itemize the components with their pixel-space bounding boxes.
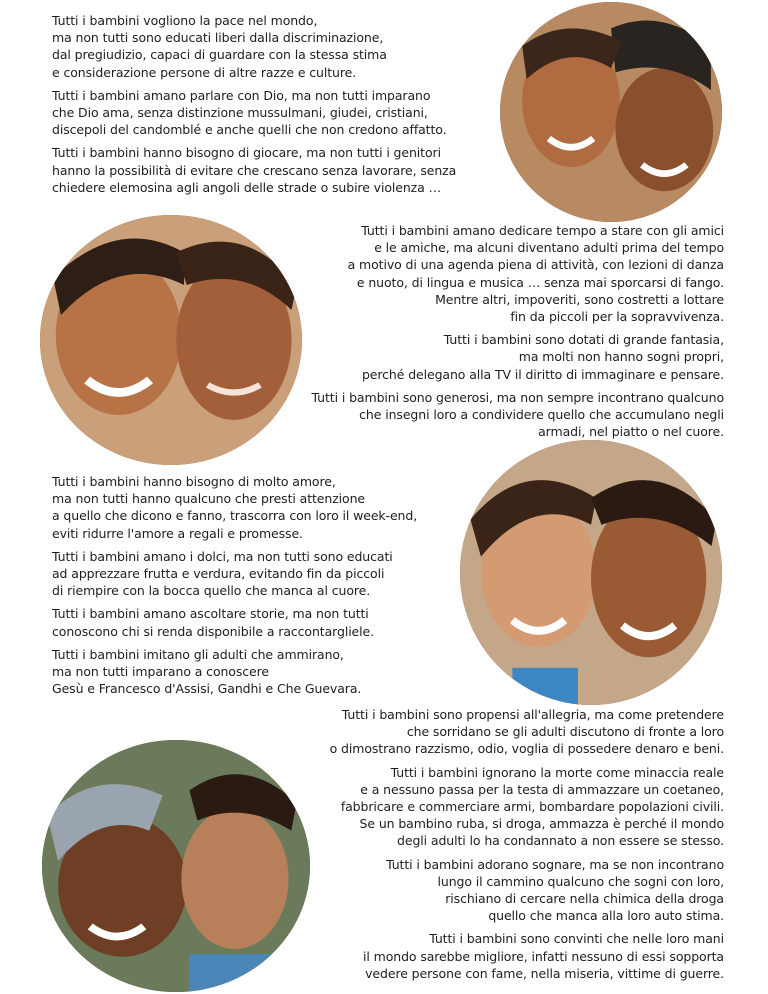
children-photo-3 xyxy=(460,440,722,705)
children-photo-2 xyxy=(40,215,302,465)
paragraph: Tutti i bambini amano i dolci, ma non tutti sono educati ad apprezzare frutta e verdura, evitando fin da piccoli di riempire con la bocca quello che manca al cuore. xyxy=(52,548,393,599)
paragraph: Tutti i bambini amano parlare con Dio, ma non tutti imparano che Dio ama, senza distinzione mussulmani, giudei, cristiani, discepoli del candomblé e anche quelli che non credono affatto. xyxy=(52,87,447,138)
children-photo-1 xyxy=(500,2,722,222)
paragraph: Tutti i bambini vogliono la pace nel mondo, ma non tutti sono educati liberi dalla discriminazione, dal pregiudizio, capaci di guardare con la stessa stima e considerazione persone di altre razze e culture. xyxy=(52,13,387,80)
paragraph: Tutti i bambini sono propensi all'allegria, ma come pretendere che sorridano se gli adulti discutono di fronte a loro o dimostrano razzismo, odio, voglia di possedere denaro e beni. xyxy=(329,707,724,757)
paragraph: Tutti i bambini sono generosi, ma non sempre incontrano qualcuno che insegni loro a condividere quello che accumulano negli armadi, nel piatto o nel cuore. xyxy=(311,389,724,440)
text-section-1 xyxy=(52,12,492,202)
paragraph: Tutti i bambini adorano sognare, ma se non incontrano lungo il cammino qualcuno che sogni con loro, rischiano di cercare nella chimica della droga quello che manca alla loro auto stima. xyxy=(386,856,724,924)
paragraph: Tutti i bambini imitano gli adulti che ammirano, ma non tutti imparano a conoscere Gesù e Francesco d'Assisi, Gandhi e Che Guevara. xyxy=(52,646,362,697)
text-section-3 xyxy=(52,473,462,703)
paragraph: Tutti i bambini amano dedicare tempo a stare con gli amici e le amiche, ma alcuni diventano adulti prima del tempo a motivo di una agenda piena di attività, con lezioni di danza e nuoto, di lingua e musica … senza mai sporcarsi di fango. Mentre altri, impoveriti, sono costretti a lottare fin da piccoli per la sopravvivenza. xyxy=(347,223,724,325)
paragraph: Tutti i bambini ignorano la morte come minaccia reale e a nessuno passa per la testa di ammazzare un coetaneo, fabbricare e commerciare armi, bombardare popolazioni civili. Se un bambino ruba, si droga, ammazza è perché il mondo degli adulti lo ha condannato a non essere se stesso. xyxy=(340,764,724,849)
paragraph: Tutti i bambini sono convinti che nelle loro mani il mondo sarebbe migliore, infatti nessuno di essi sopporta vedere persone con fame, nella miseria, vittime di guerre. xyxy=(363,931,724,981)
text-section-4 xyxy=(268,706,724,988)
paragraph: Tutti i bambini hanno bisogno di giocare, ma non tutti i genitori hanno la possibilità di evitare che crescano senza lavorare, senza chiedere elemosina agli angoli delle strade o subire violenza … xyxy=(52,145,457,195)
paragraph: Tutti i bambini sono dotati di grande fantasia, ma molti non hanno sogni propri, perché delegano alla TV il diritto di immaginare e pensare. xyxy=(361,332,724,382)
text-section-2 xyxy=(268,222,724,446)
paragraph: Tutti i bambini amano ascoltare storie, ma non tutti conoscono chi si renda disponibile a raccontargliele. xyxy=(52,606,374,639)
paragraph: Tutti i bambini hanno bisogno di molto amore, ma non tutti hanno qualcuno che presti attenzione a quello che dicono e fanno, trascorra con loro il week-end, eviti ridurre l'amore a regali e promesse. xyxy=(52,474,418,541)
